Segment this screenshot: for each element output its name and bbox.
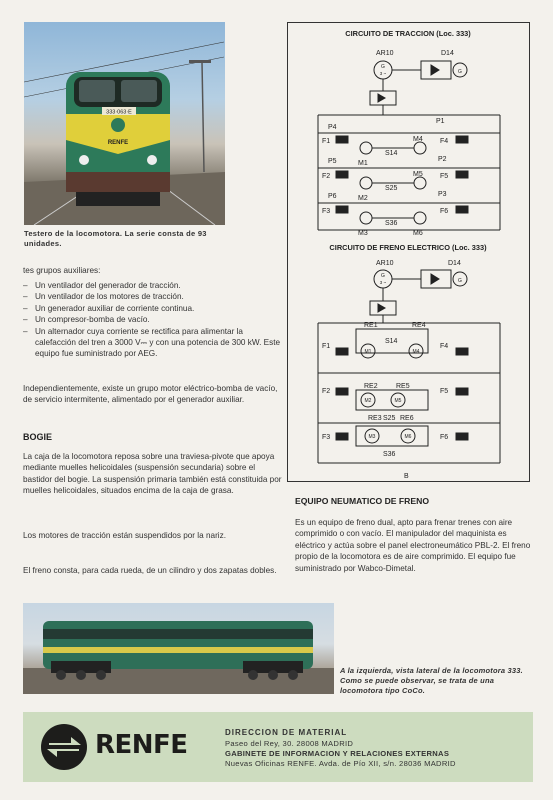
label-f2-b: F2: [322, 388, 331, 395]
bogie-heading: BOGIE: [23, 432, 53, 442]
label-m4-b: M4: [412, 349, 420, 355]
label-s25-b: S25: [383, 415, 396, 422]
label-f3-b: F3: [322, 434, 331, 441]
label-m6-b: M6: [404, 434, 412, 440]
label-m6: M6: [413, 230, 423, 237]
front-photo-caption: Testero de la locomotora. La serie consta de 93 unidades.: [24, 229, 207, 248]
label-f6: F6: [440, 208, 449, 215]
locomotive-front-photo: [24, 22, 225, 225]
label-re5: RE5: [396, 383, 410, 390]
list-item: – Un ventilador de los motores de tracción.: [23, 291, 285, 302]
label-d14-b: D14: [448, 260, 461, 267]
label-p5: P5: [328, 158, 337, 165]
circuit-diagrams: [288, 23, 529, 481]
label-m2: M2: [358, 195, 368, 202]
renfe-arrows-icon: [41, 724, 87, 770]
locomotive-side-illustration: [23, 603, 334, 694]
renfe-logo-icon: [41, 724, 87, 770]
equipo-heading: EQUIPO NEUMATICO DE FRENO: [295, 496, 430, 506]
label-m3: M3: [358, 230, 368, 237]
label-f4-b: F4: [440, 343, 449, 350]
label-re1: RE1: [364, 322, 378, 329]
label-f4: F4: [440, 138, 449, 145]
label-g-sub-2: 3 ~: [379, 280, 387, 285]
label-b: B: [404, 473, 409, 480]
locomotive-side-photo: [23, 603, 334, 694]
independent-paragraph: Independientemente, existe un grupo motor eléctrico-bomba de vacío, de servicio intermitente, alimentado por el generador auxiliar.: [23, 384, 278, 405]
label-g-sub: 3 ~: [379, 71, 387, 76]
list-item: – Un alternador cuya corriente se rectifica para alimentar la calefacción del tren a 3000 V⎓ y con una potencia de 300 kW. Este equipo fue suministrado por AEG.: [23, 326, 285, 360]
label-m5-b: M5: [394, 398, 402, 404]
aux-groups-list: [23, 280, 285, 360]
footer-banner: [23, 712, 533, 782]
label-re2: RE2: [364, 383, 378, 390]
label-s36: S36: [385, 220, 398, 227]
label-m2-b: M2: [364, 398, 372, 404]
label-g-2: G: [381, 273, 385, 279]
label-s25: S25: [385, 185, 398, 192]
aux-intro-text: tes grupos auxiliares:: [23, 266, 101, 275]
label-ar10-b: AR10: [376, 260, 394, 267]
footer-line-4: Nuevas Oficinas RENFE. Avda. de Pío XII, s/n. 28036 MADRID: [225, 759, 456, 768]
label-f1-b: F1: [322, 343, 331, 350]
label-m1-b: M1: [364, 349, 372, 355]
label-p4: P4: [328, 124, 337, 131]
list-item: – Un generador auxiliar de corriente continua.: [23, 303, 285, 314]
label-s14: S14: [385, 150, 398, 157]
label-p3: P3: [438, 191, 447, 198]
footer-line-1: DIRECCION DE MATERIAL: [225, 728, 348, 737]
bogie-paragraph-3: El freno consta, para cada rueda, de un cilindro y dos zapatas dobles.: [23, 566, 277, 575]
label-g-b-2: G: [458, 278, 462, 284]
brake-circuit-title: CIRCUITO DE FRENO ELECTRICO (Loc. 333): [329, 243, 487, 252]
footer-line-2: Paseo del Rey, 30. 28008 MADRID: [225, 739, 354, 748]
label-f5-b: F5: [440, 388, 449, 395]
label-g: G: [381, 64, 385, 70]
locomotive-front-illustration: [24, 22, 225, 225]
label-m4: M4: [413, 136, 423, 143]
label-p1: P1: [436, 118, 445, 125]
list-item: – Un ventilador del generador de tracción.: [23, 280, 285, 291]
label-s14-b: S14: [385, 338, 398, 345]
label-ar10: AR10: [376, 50, 394, 57]
label-f1: F1: [322, 138, 331, 145]
footer-line-3: GABINETE DE INFORMACION Y RELACIONES EXTERNAS: [225, 749, 450, 758]
label-p6: P6: [328, 193, 337, 200]
loco-badge-text: RENFE: [107, 140, 129, 146]
label-m5: M5: [413, 171, 423, 178]
bogie-paragraph-1: La caja de la locomotora reposa sobre una traviesa-pivote que apoya mediante muelles helicoidales (suspensión secundaria) sobre el bastidor del bogie. La suspensión primaria también está constituida por muelles helicoidales, situados encima de la caja de grasa.: [23, 452, 282, 496]
list-item: – Un compresor-bomba de vacío.: [23, 314, 285, 325]
bogie-paragraph-2: Los motores de tracción están suspendidos por la nariz.: [23, 531, 226, 540]
label-p2: P2: [438, 156, 447, 163]
label-re3: RE3: [368, 415, 382, 422]
label-s36-b: S36: [383, 451, 396, 458]
label-f5: F5: [440, 173, 449, 180]
label-re4: RE4: [412, 322, 426, 329]
loco-number-plate: 333·063·E: [106, 109, 132, 116]
label-m3-b: M3: [368, 434, 376, 440]
label-f3: F3: [322, 208, 331, 215]
equipo-paragraph: Es un equipo de freno dual, apto para frenar trenes con aire comprimido o con vacío. El manipulador del maquinista es eléctrico y actúa sobre el panel electroneumático PBL-2. El freno propio de la locomotora es de aire comprimido. El equipo fue suministrado por Wabco-Dimetal.: [295, 518, 531, 573]
label-re6: RE6: [400, 415, 414, 422]
label-g-b: G: [458, 69, 462, 75]
circuit-diagram-panel: [287, 22, 530, 482]
label-f6-b: F6: [440, 434, 449, 441]
label-f2: F2: [322, 173, 331, 180]
side-photo-caption: A la izquierda, vista lateral de la locomotora 333. Como se puede observar, se trata de una locomotora tipo CoCo.: [340, 666, 523, 695]
label-m1: M1: [358, 160, 368, 167]
label-d14: D14: [441, 50, 454, 57]
renfe-logo-text: RENFE: [95, 730, 188, 760]
traction-circuit-title: CIRCUITO DE TRACCION (Loc. 333): [345, 29, 471, 38]
